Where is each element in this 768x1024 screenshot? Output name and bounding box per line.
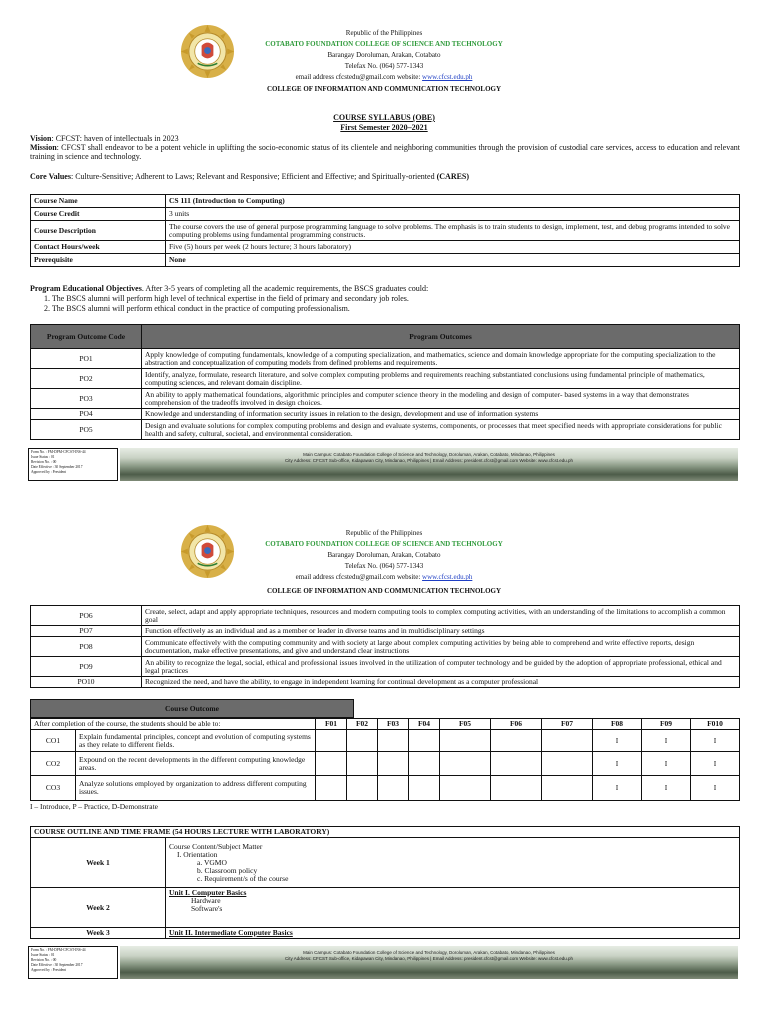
peo (30, 284, 740, 293)
website-link[interactable]: www.cfcst.edu.ph (422, 573, 473, 581)
table-row (31, 776, 740, 801)
course-description-value: The course covers the use of general purpose programming language to solve problems. The emphasis is to train students to design, implement, test, and debug programs intended to solve computing problems using fundamental programming constructs. (166, 221, 740, 241)
table-row (31, 389, 740, 409)
co-mark (378, 730, 409, 752)
form-info-box (28, 448, 118, 481)
table-header-row (31, 719, 740, 730)
co-mark: I (691, 752, 740, 776)
table-row (31, 241, 740, 254)
form-line: Form No. : FM-DPM-CFCST-INS-44 (31, 948, 86, 952)
co-mark (347, 752, 378, 776)
po-code: PO6 (31, 606, 142, 626)
f-header: F04 (409, 719, 440, 730)
address-text: Barangay Doroluman, Arakan, Cotabato (327, 551, 441, 559)
mission (30, 143, 740, 161)
table-row (31, 752, 740, 776)
po-text: Function effectively as an individual and as a member or leader in diverse teams and in multidisciplinary settings (142, 626, 740, 637)
po-code: PO10 (31, 677, 142, 688)
co-mark (409, 730, 440, 752)
po-text: An ability to apply mathematical foundations, algorithmic principles and computer science theory in the modeling and design of computer- based systems in a way that demonstrates comprehension of the tradeoffs involved in design choices. (142, 389, 740, 409)
college-name: COTABATO FOUNDATION COLLEGE OF SCIENCE AND TECHNOLOGY (265, 540, 503, 548)
content-line: I. Orientation (177, 849, 218, 859)
course-info-table (30, 194, 740, 267)
co-mark: I (593, 752, 642, 776)
f-header: F05 (440, 719, 491, 730)
po-text: Communicate effectively with the computing community and with society at large about complex computing activities by being able to comprehend and write effective reports, design documentation, make effective presentations, and give and understand clear instructions (142, 637, 740, 657)
po-code: PO1 (31, 349, 142, 369)
footer-line-1: Main Campus: Cotabato Foundation College of Science and Technology, Doroluman, Arakan, Cotabato, Mindanao, Philippines (303, 950, 555, 955)
form-line: Revision No. : 00 (31, 460, 57, 464)
table-row (31, 221, 740, 241)
po-code: PO9 (31, 657, 142, 677)
telefax-text: Telefax No. (064) 577-1343 (344, 62, 424, 70)
content-line: c. Requirement/s of the course (197, 873, 289, 883)
course-outcome-table (30, 718, 740, 801)
table-row (31, 888, 740, 928)
po-code: PO2 (31, 369, 142, 389)
po-text: Knowledge and understanding of information security issues in relation to the design, development and use of information systems (142, 409, 740, 420)
co-mark: I (642, 752, 691, 776)
telefax-text: Telefax No. (064) 577-1343 (344, 562, 424, 570)
table-row (31, 420, 740, 440)
course-credit-value: 3 units (166, 208, 740, 221)
co-mark (491, 752, 542, 776)
po-code: PO5 (31, 420, 142, 440)
co-mark (347, 776, 378, 801)
table-row (31, 626, 740, 637)
co-mark (542, 730, 593, 752)
form-line: Form No. : FM-DPM-CFCST-INS-44 (31, 450, 86, 454)
mission-text: : CFCST shall endeavor to be a potent vehicle in uplifting the socio-economic status of its clientele and neighboring communities through the provision of custodial care services, access to education and relevant training in science and technology. (30, 143, 740, 161)
co-mark (542, 752, 593, 776)
co-mark: I (691, 776, 740, 801)
outline-title: COURSE OUTLINE AND TIME FRAME (54 HOURS LECTURE WITH LABORATORY) (31, 827, 740, 838)
syllabus-title: COURSE SYLLABUS (OBE) (333, 113, 435, 122)
college-name: COTABATO FOUNDATION COLLEGE OF SCIENCE AND TECHNOLOGY (265, 40, 503, 48)
co-mark (542, 776, 593, 801)
syllabus-page-1 (0, 0, 768, 500)
footer-banner (120, 448, 738, 481)
vision (30, 134, 740, 143)
form-info-box (28, 946, 118, 979)
department-name: COLLEGE OF INFORMATION AND COMMUNICATION TECHNOLOGY (266, 587, 502, 595)
week-content (166, 838, 740, 888)
co-mark (378, 752, 409, 776)
table-header-row (31, 827, 740, 838)
form-line: Approved by : President (31, 470, 67, 474)
table-row (31, 409, 740, 420)
table-row (31, 208, 740, 221)
table-row (31, 677, 740, 688)
contact-hours-key: Contact Hours/week (31, 241, 166, 254)
co-mark: I (691, 730, 740, 752)
po-text: Create, select, adapt and apply appropriate techniques, resources and modern computing tools to complex computing activities, with an understanding of the limitations to accomplish a common goal (142, 606, 740, 626)
co-mark (491, 776, 542, 801)
co-text: Analyze solutions employed by organization to address different computing issues. (76, 776, 316, 801)
co-mark (316, 752, 347, 776)
co-code: CO3 (31, 776, 76, 801)
co-legend: I – Introduce, P – Practice, D-Demonstrate (30, 802, 159, 811)
f-header: F07 (542, 719, 593, 730)
co-mark (347, 730, 378, 752)
po-outcomes-header: Program Outcomes (142, 325, 740, 349)
po-code: PO8 (31, 637, 142, 657)
po-text: Design and evaluate solutions for complex computing problems and design and evaluate systems, components, or processes that meet specified needs with appropriate considerations for public health and safety, cultural, societal, and environmental consideration. (142, 420, 740, 440)
co-mark: I (593, 730, 642, 752)
co-mark: I (642, 776, 691, 801)
week-label: Week 2 (31, 888, 166, 928)
table-row (31, 606, 740, 626)
f-header: F06 (491, 719, 542, 730)
po-code: PO3 (31, 389, 142, 409)
footer-line-1: Main Campus: Cotabato Foundation College of Science and Technology, Doroluman, Arakan, Cotabato, Mindanao, Philippines (303, 452, 555, 457)
course-name-key: Course Name (31, 195, 166, 208)
republic-text: Republic of the Philippines (345, 529, 423, 537)
co-intro: After completion of the course, the students should be able to: (31, 719, 316, 730)
content-line: Unit I. Computer Basics (169, 888, 247, 897)
form-line: Issue Status : 01 (31, 953, 55, 957)
course-name-value: CS 111 (Introduction to Computing) (166, 195, 740, 208)
co-mark (409, 752, 440, 776)
contact-line (0, 572, 768, 583)
vision-label: Vision (30, 134, 52, 143)
f-header: F08 (593, 719, 642, 730)
program-outcomes-table (30, 324, 740, 440)
po-code-header: Program Outcome Code (31, 325, 142, 349)
f-header: F09 (642, 719, 691, 730)
po-text: Recognized the need, and have the ability, to engage in independent learning for continual development as a computer professional (142, 677, 740, 688)
content-line: Unit II. Intermediate Computer Basics (166, 928, 740, 939)
po-text: An ability to recognize the legal, social, ethical and professional issues involved in the utilization of computer technology and be guided by the adoption of appropriate professional, ethical and legal practices (142, 657, 740, 677)
department-name: COLLEGE OF INFORMATION AND COMMUNICATION TECHNOLOGY (266, 85, 502, 93)
peo-item-1: 1. The BSCS alumni will perform high level of technical expertise in the field of primary and secondary job roles. (44, 294, 409, 303)
co-mark (378, 776, 409, 801)
republic-text: Republic of the Philippines (345, 29, 423, 37)
table-row (31, 928, 740, 939)
co-text: Expound on the recent developments in the different computing knowledge areas. (76, 752, 316, 776)
table-row (31, 195, 740, 208)
co-code: CO1 (31, 730, 76, 752)
peo-intro: . After 3-5 years of completing all the academic requirements, the BSCS graduates could: (141, 284, 429, 293)
form-line: Date Effective : 30 September 2017 (31, 465, 83, 469)
core-values-label: Core Values (30, 172, 71, 181)
co-mark (491, 730, 542, 752)
co-code: CO2 (31, 752, 76, 776)
peo-item-2: 2. The BSCS alumni will perform ethical conduct in the practice of computing professionalism. (44, 304, 350, 313)
co-mark: I (642, 730, 691, 752)
core-values-acronym: (CARES) (436, 172, 470, 181)
footer-line-2: City Address: CFCST Sub-office, Kidapawan City, Mindanao, Philippines | Email Address: president.cfcst@gmail.com Website: www.cfcst.edu.ph (284, 458, 574, 463)
content-line: Software's (191, 904, 223, 913)
form-line: Approved by : President (31, 968, 67, 972)
co-mark (409, 776, 440, 801)
co-mark (440, 752, 491, 776)
course-credit-key: Course Credit (31, 208, 166, 221)
mission-label: Mission (30, 143, 57, 152)
table-row (31, 369, 740, 389)
contact-hours-value: Five (5) hours per week (2 hours lecture; 3 hours laboratory) (166, 241, 740, 254)
letterhead (0, 28, 768, 83)
syllabus-page-2 (0, 500, 768, 1024)
table-row (31, 838, 740, 888)
course-outline-table (30, 826, 740, 939)
week-label: Week 3 (31, 928, 166, 939)
po-code: PO4 (31, 409, 142, 420)
content-line: Course Content/Subject Matter (169, 841, 263, 851)
po-text: Apply knowledge of computing fundamentals, knowledge of a computing specialization, and mathematics, science and domain knowledge appropriate for the computing specialization to the abstraction and conceptualization of computing models from defined problems and requirements. (142, 349, 740, 369)
course-description-key: Course Description (31, 221, 166, 241)
co-text: Explain fundamental principles, concept and evolution of computing systems as they relate to different fields. (76, 730, 316, 752)
f-header: F01 (316, 719, 347, 730)
table-header-row (31, 325, 740, 349)
address-text: Barangay Doroluman, Arakan, Cotabato (327, 51, 441, 59)
footer-line-2: City Address: CFCST Sub-office, Kidapawan City, Mindanao, Philippines | Email Address: president.cfcst@gmail.com Website: www.cfcst.edu.ph (284, 956, 574, 961)
co-mark (440, 776, 491, 801)
course-outcome-title: Course Outcome (30, 699, 354, 718)
table-row (31, 254, 740, 267)
form-line: Revision No. : 00 (31, 958, 57, 962)
email-text: email address cfcstedu@gmail.com website: (295, 73, 423, 81)
letterhead (0, 528, 768, 583)
email-text: email address cfcstedu@gmail.com website: (295, 573, 423, 581)
content-line: a. VGMO (197, 857, 227, 867)
table-row (31, 657, 740, 677)
vision-text: : CFCST: haven of intellectuals in 2023 (51, 134, 179, 143)
semester-title: First Semester 2020–2021 (340, 123, 428, 132)
week-label: Week 1 (31, 838, 166, 888)
f-header: F010 (691, 719, 740, 730)
peo-label: Program Educational Objectives (30, 284, 142, 293)
co-mark (316, 730, 347, 752)
content-line: b. Classroom policy (197, 865, 258, 875)
content-line: Hardware (191, 896, 221, 905)
po-code: PO7 (31, 626, 142, 637)
table-row (31, 730, 740, 752)
po-text: Identify, analyze, formulate, research literature, and solve complex computing problems and requirements reaching substantiated conclusions using fundamental principle of mathematics, computing sciences, and relevant domain discipline. (142, 369, 740, 389)
f-header: F03 (378, 719, 409, 730)
week-content (166, 888, 740, 928)
core-values-text: : Culture-Sensitive; Adherent to Laws; Relevant and Responsive; Efficient and Effective; and Spiritually-oriented (70, 172, 437, 181)
form-line: Issue Status : 01 (31, 455, 55, 459)
program-outcomes-table-continued (30, 605, 740, 688)
table-row (31, 637, 740, 657)
co-mark: I (593, 776, 642, 801)
form-line: Date Effective : 30 September 2017 (31, 963, 83, 967)
co-mark (440, 730, 491, 752)
website-link[interactable]: www.cfcst.edu.ph (422, 73, 473, 81)
prerequisite-key: Prerequisite (31, 254, 166, 267)
prerequisite-value: None (166, 254, 740, 267)
f-header: F02 (347, 719, 378, 730)
table-row (31, 349, 740, 369)
core-values (30, 172, 740, 181)
co-mark (316, 776, 347, 801)
contact-line (0, 72, 768, 83)
footer-banner (120, 946, 738, 979)
